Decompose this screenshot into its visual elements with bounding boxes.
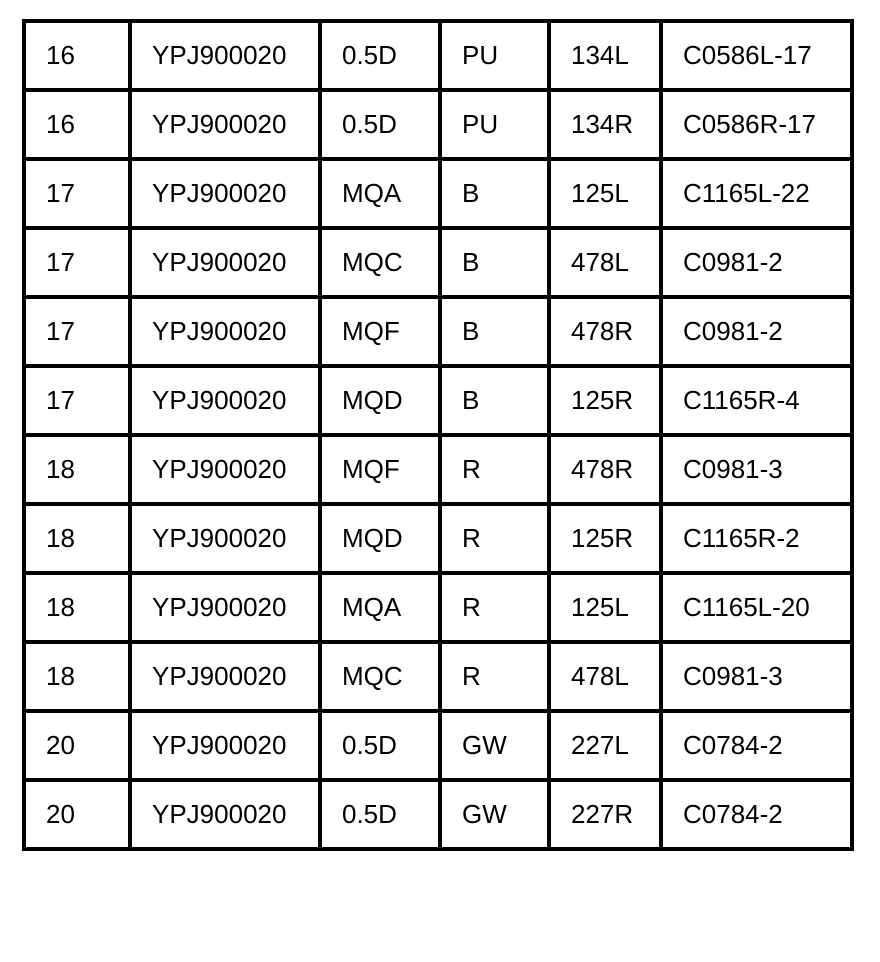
table-cell: MQD (320, 504, 440, 573)
table-cell: MQC (320, 228, 440, 297)
table-cell: 134R (549, 90, 661, 159)
table-cell: R (440, 642, 549, 711)
table-cell: 227L (549, 711, 661, 780)
table-row (24, 504, 852, 573)
table-row (24, 90, 852, 159)
table-row (24, 366, 852, 435)
table-cell: 0.5D (320, 90, 440, 159)
table-cell: 478L (549, 642, 661, 711)
table-cell: B (440, 159, 549, 228)
table-row (24, 711, 852, 780)
table-cell: 134L (549, 21, 661, 90)
table-cell: 125L (549, 573, 661, 642)
table-cell: 17 (24, 228, 130, 297)
table-cell: C1165L-22 (661, 159, 852, 228)
table-cell: C0981-2 (661, 228, 852, 297)
table-cell: 17 (24, 366, 130, 435)
table-cell: C0784-2 (661, 711, 852, 780)
table-row (24, 573, 852, 642)
table-cell: 18 (24, 504, 130, 573)
table-cell: C1165R-2 (661, 504, 852, 573)
table-cell: 125L (549, 159, 661, 228)
data-table (22, 19, 854, 851)
table-cell: R (440, 504, 549, 573)
table-row (24, 435, 852, 504)
table-cell: YPJ900020 (130, 504, 320, 573)
table-cell: YPJ900020 (130, 711, 320, 780)
table-cell: 478R (549, 297, 661, 366)
table-cell: YPJ900020 (130, 573, 320, 642)
table-cell: 0.5D (320, 21, 440, 90)
table-cell: C0586L-17 (661, 21, 852, 90)
table-cell: C0784-2 (661, 780, 852, 849)
table-cell: C1165R-4 (661, 366, 852, 435)
table-cell: 0.5D (320, 711, 440, 780)
table-cell: 478L (549, 228, 661, 297)
table-cell: 17 (24, 159, 130, 228)
table-row (24, 21, 852, 90)
table-cell: B (440, 228, 549, 297)
table-cell: PU (440, 90, 549, 159)
table-cell: MQD (320, 366, 440, 435)
table-cell: YPJ900020 (130, 366, 320, 435)
table-cell: C0586R-17 (661, 90, 852, 159)
table-row (24, 642, 852, 711)
table-body (24, 21, 852, 849)
table-cell: 18 (24, 573, 130, 642)
table-cell: 20 (24, 780, 130, 849)
table-cell: PU (440, 21, 549, 90)
table-cell: C0981-2 (661, 297, 852, 366)
table-cell: YPJ900020 (130, 228, 320, 297)
table-row (24, 159, 852, 228)
table-cell: R (440, 573, 549, 642)
table-row (24, 297, 852, 366)
table-cell: 125R (549, 366, 661, 435)
document-page (22, 19, 850, 851)
table-cell: GW (440, 711, 549, 780)
table-cell: C1165L-20 (661, 573, 852, 642)
table-cell: 227R (549, 780, 661, 849)
table-cell: 125R (549, 504, 661, 573)
table-cell: 16 (24, 21, 130, 90)
table-cell: R (440, 435, 549, 504)
table-cell: 0.5D (320, 780, 440, 849)
table-cell: 18 (24, 435, 130, 504)
table-cell: 16 (24, 90, 130, 159)
table-cell: MQC (320, 642, 440, 711)
table-cell: GW (440, 780, 549, 849)
table-cell: YPJ900020 (130, 642, 320, 711)
table-cell: 18 (24, 642, 130, 711)
table-cell: 478R (549, 435, 661, 504)
table-cell: C0981-3 (661, 642, 852, 711)
table-cell: YPJ900020 (130, 159, 320, 228)
table-cell: B (440, 366, 549, 435)
table-cell: C0981-3 (661, 435, 852, 504)
table-row (24, 228, 852, 297)
table-cell: MQA (320, 573, 440, 642)
table-cell: MQF (320, 435, 440, 504)
table-cell: YPJ900020 (130, 780, 320, 849)
table-cell: MQF (320, 297, 440, 366)
table-cell: YPJ900020 (130, 297, 320, 366)
table-cell: 20 (24, 711, 130, 780)
table-cell: YPJ900020 (130, 90, 320, 159)
table-cell: 17 (24, 297, 130, 366)
table-cell: B (440, 297, 549, 366)
table-cell: YPJ900020 (130, 435, 320, 504)
table-cell: MQA (320, 159, 440, 228)
table-row (24, 780, 852, 849)
table-cell: YPJ900020 (130, 21, 320, 90)
